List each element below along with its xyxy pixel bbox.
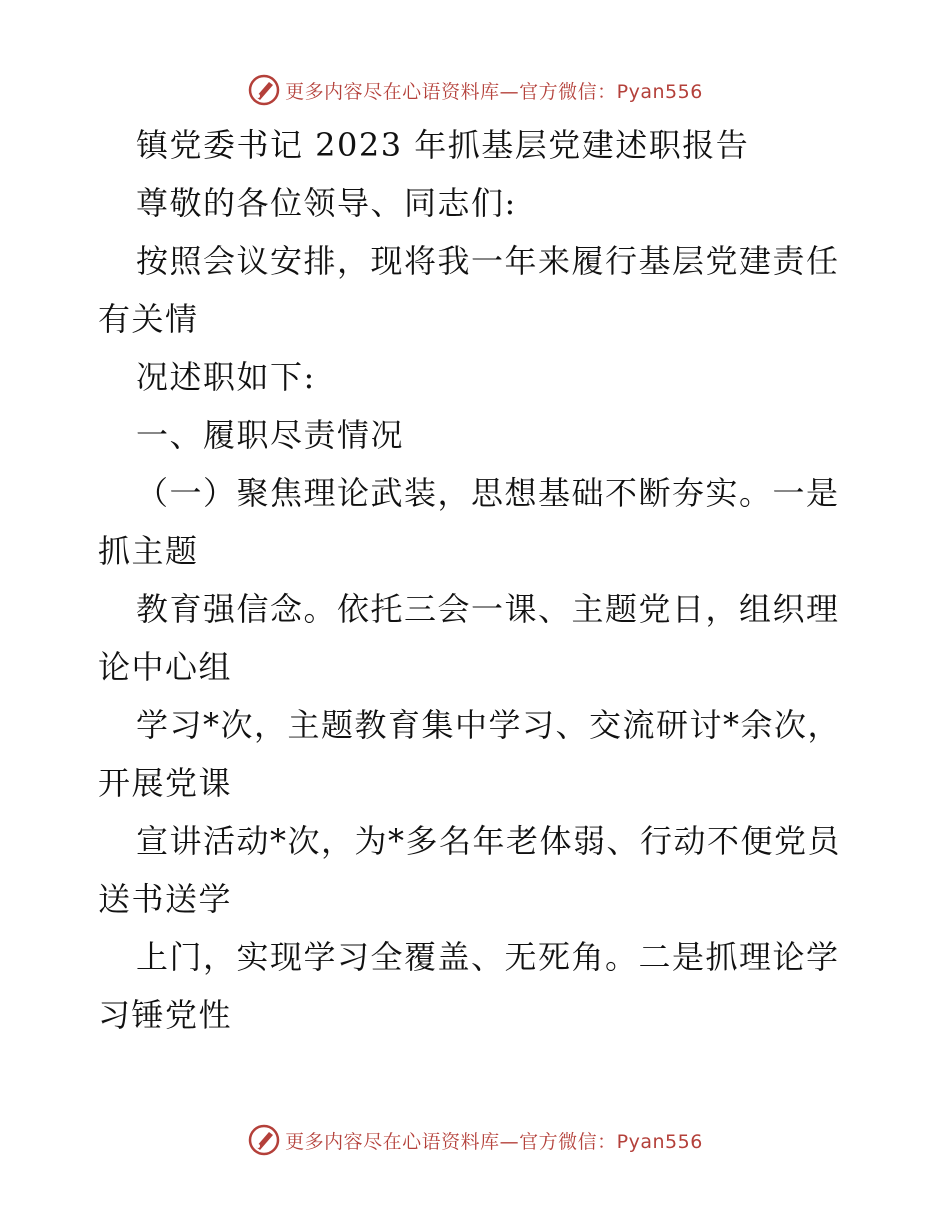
text-line: 况述职如下: — [136, 358, 316, 396]
text-line: 开展党课 — [98, 764, 233, 802]
document-body — [98, 116, 854, 1044]
text-line: 尊敬的各位领导、同志们: — [136, 184, 517, 222]
watermark-text: 更多内容尽在心语资料库—官方微信：Pyan556 — [285, 80, 703, 103]
text-line: 习锤党性 — [98, 996, 233, 1034]
text-line: 论中心组 — [98, 648, 233, 686]
text-line: 一、履职尽责情况 — [136, 416, 405, 454]
document-title: 镇党委书记 2023 年抓基层党建述职报告 — [136, 126, 750, 164]
seal-pen-icon — [247, 1123, 281, 1157]
text-line: 教育强信念。依托三会一课、主题党日，组织理 — [136, 590, 840, 628]
text-line: 宣讲活动*次，为*多名年老体弱、行动不便党员 — [136, 822, 842, 860]
text-line: 有关情 — [98, 300, 199, 338]
seal-pen-icon — [247, 73, 281, 107]
text-line: （一）聚焦理论武装，思想基础不断夯实。一是 — [136, 474, 840, 512]
text-line: 送书送学 — [98, 880, 233, 918]
text-line: 按照会议安排，现将我一年来履行基层党建责任 — [136, 242, 840, 280]
text-line: 学习*次，主题教育集中学习、交流研讨*余次， — [136, 706, 842, 744]
footer-watermark — [0, 1120, 950, 1160]
text-line: 抓主题 — [98, 532, 199, 570]
header-watermark — [0, 70, 950, 110]
text-line: 上门，实现学习全覆盖、无死角。二是抓理论学 — [136, 938, 840, 976]
watermark-text: 更多内容尽在心语资料库—官方微信：Pyan556 — [285, 1130, 703, 1153]
